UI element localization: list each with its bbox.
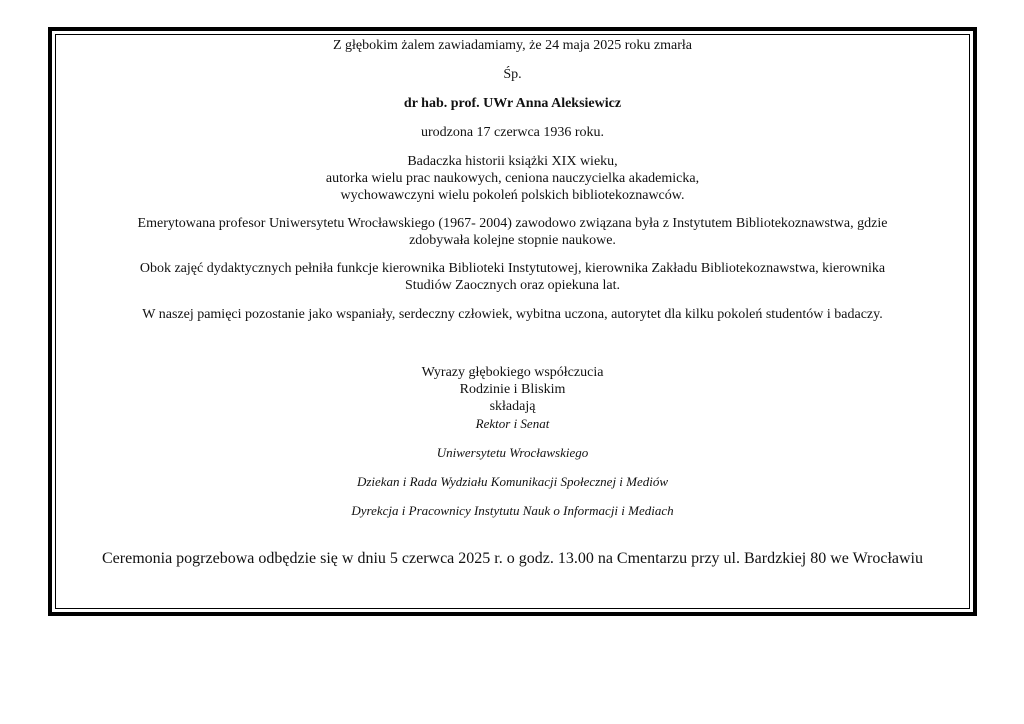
condolence-line: Rodzinie i Bliskim bbox=[459, 382, 566, 397]
signatory: Uniwersytetu Wrocławskiego bbox=[436, 445, 589, 460]
signatory: Dyrekcja i Pracownicy Instytutu Nauk o Informacji i Mediach bbox=[351, 503, 674, 518]
career-block bbox=[52, 215, 973, 249]
description-line: wychowawczyni wielu pokoleń polskich bibliotekoznawców. bbox=[340, 188, 685, 203]
roles-line: Studiów Zaocznych oraz opiekuna lat. bbox=[405, 278, 620, 293]
description-block bbox=[52, 153, 973, 204]
honorific: Śp. bbox=[503, 67, 522, 82]
signatory: Rektor i Senat bbox=[475, 416, 550, 431]
roles-block bbox=[52, 260, 973, 294]
intro-text: Z głębokim żalem zawiadamiamy, że 24 maja 2025 roku zmarła bbox=[332, 38, 693, 53]
description-line: autorka wielu prac naukowych, ceniona nauczycielka akademicka, bbox=[325, 171, 700, 186]
condolence-line: składają bbox=[489, 399, 536, 414]
ceremony-info: Ceremonia pogrzebowa odbędzie się w dniu 5 czerwca 2025 r. o godz. 13.00 na Cmentarzu przy ul. Bardzkiej 80 we Wrocławiu bbox=[101, 550, 923, 567]
memory-text: W naszej pamięci pozostanie jako wspaniały, serdeczny człowiek, wybitna uczona, autorytet dla kilku pokoleń studentów i badaczy. bbox=[142, 307, 883, 322]
obituary-frame bbox=[48, 27, 977, 616]
condolence-block bbox=[52, 364, 973, 519]
career-line: Emerytowana profesor Uniwersytetu Wrocławskiego (1967- 2004) zawodowo związana była z Instytutem Bibliotekoznawstwa, gdzie bbox=[137, 216, 888, 231]
obituary-content bbox=[52, 37, 973, 568]
description-line: Badaczka historii książki XIX wieku, bbox=[407, 154, 618, 169]
roles-line: Obok zajęć dydaktycznych pełniła funkcje kierownika Biblioteki Instytutowej, kierownika Zakładu Bibliotekoznawstwa, kierownika bbox=[139, 261, 886, 276]
career-line: zdobywała kolejne stopnie naukowe. bbox=[409, 233, 616, 248]
signatory: Dziekan i Rada Wydziału Komunikacji Społecznej i Mediów bbox=[356, 474, 669, 489]
deceased-name: dr hab. prof. UWr Anna Aleksiewicz bbox=[403, 96, 622, 111]
birth-date: urodzona 17 czerwca 1936 roku. bbox=[420, 125, 605, 140]
condolence-line: Wyrazy głębokiego współczucia bbox=[421, 365, 604, 380]
